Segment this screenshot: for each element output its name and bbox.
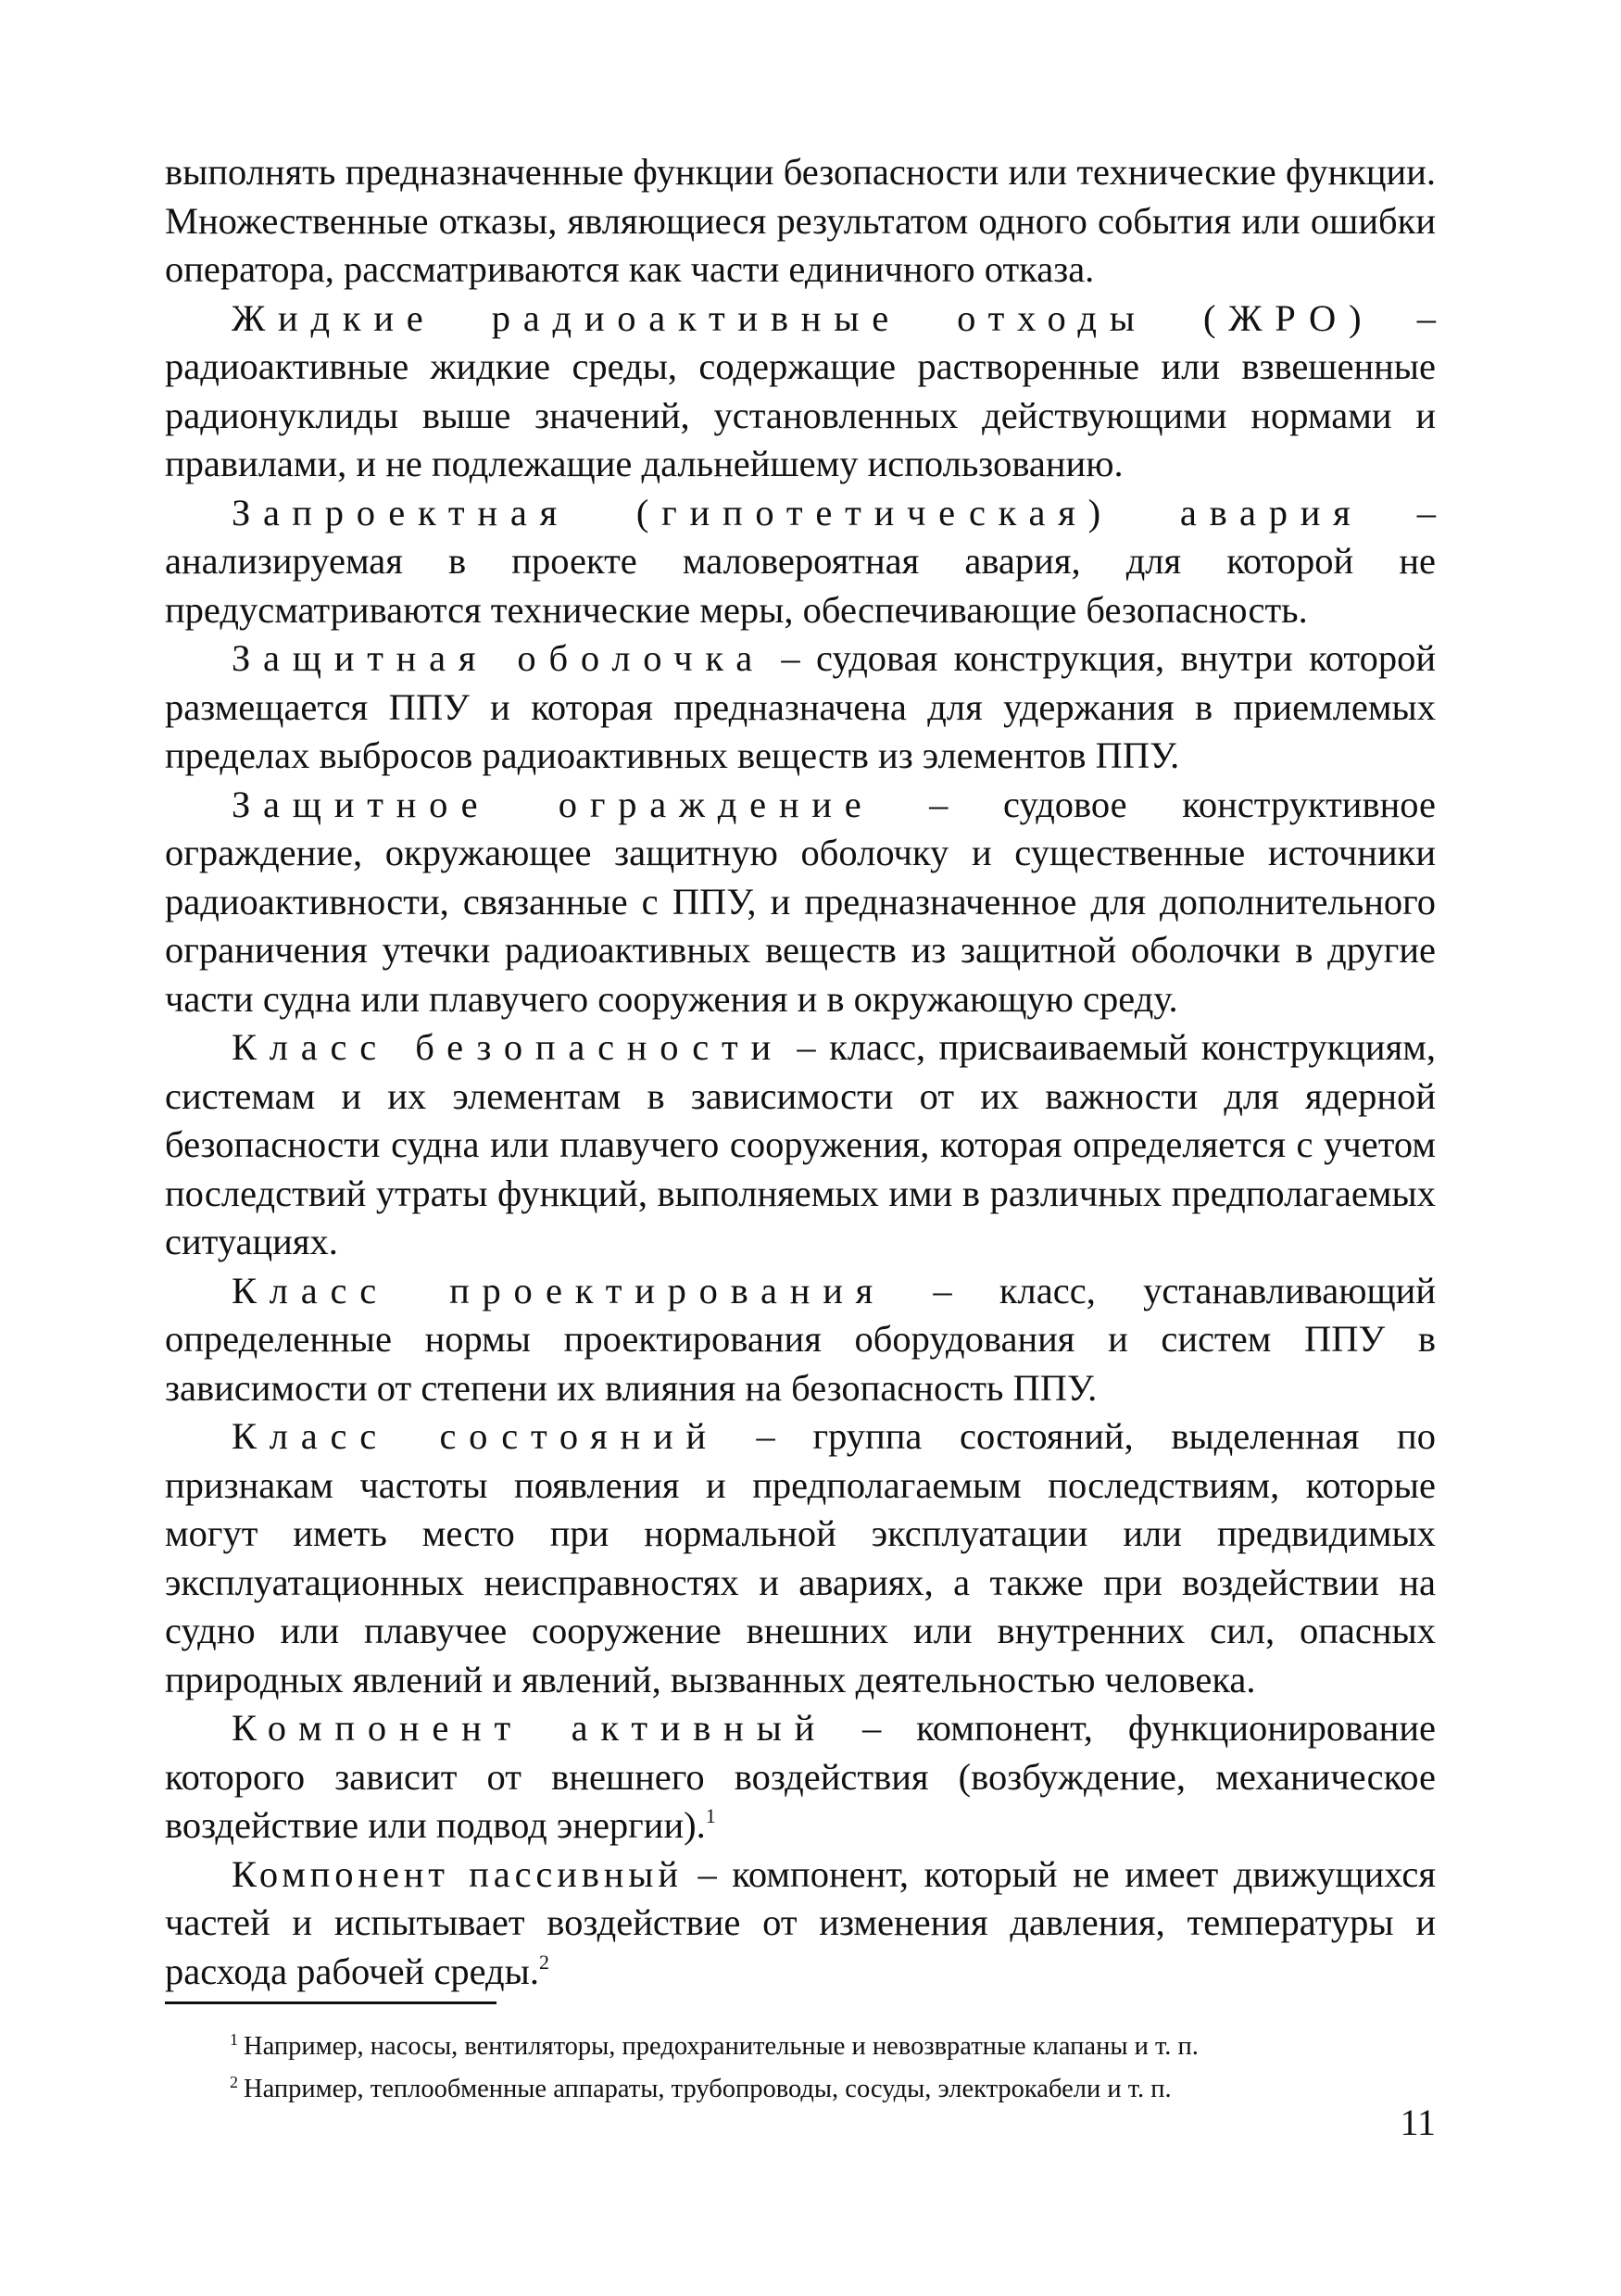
definition-term: Компонент пассивный bbox=[232, 1852, 683, 1895]
definition-text: – компонент, который не имеет движущихся частей и испытывает воздействие от изменения давления, температуры и расхода рабочей среды. bbox=[165, 1852, 1436, 1992]
definition-text: – судовое конструктивное ограждение, окружающее защитную оболочку и существенные источники радиоактивности, связанные с ППУ, и предназначенное для дополнительного ограничения утечки радиоактивных веществ из защитной оболочки в другие части судна или плавучего сооружения и в окружающую среду. bbox=[165, 783, 1436, 1020]
definition-paragraph bbox=[165, 1412, 1436, 1704]
definition-paragraph bbox=[165, 634, 1436, 781]
definition-paragraph bbox=[165, 1851, 1436, 1997]
paragraph-continuation bbox=[165, 148, 1436, 295]
definition-paragraph bbox=[165, 1704, 1436, 1851]
footnote-text: Например, теплообменные аппараты, трубопроводы, сосуды, электрокабели и т. п. bbox=[244, 2075, 1172, 2103]
definition-text: – судовая конструкция, внутри которой размещается ППУ и которая предназначена для удержания в приемлемых пределах выбросов радиоактивных веществ из элементов ППУ. bbox=[165, 637, 1436, 776]
footnotes bbox=[230, 2022, 1434, 2107]
footnote-ref[interactable]: 1 bbox=[705, 1804, 716, 1827]
definition-term: Класс проектирования bbox=[232, 1269, 886, 1311]
definition-term: Защитное ограждение bbox=[232, 783, 874, 825]
definition-term: Запроектная (гипотетическая) авария bbox=[232, 491, 1363, 533]
footnote-number: 2 bbox=[230, 2073, 238, 2091]
footnote-separator bbox=[165, 2001, 496, 2004]
footnote-number: 1 bbox=[230, 2030, 238, 2049]
definition-paragraph bbox=[165, 781, 1436, 1024]
definition-text: – компонент, функционирование которого зависит от внешнего воздействия (возбуждение, механическое воздействие или подвод энергии). bbox=[165, 1707, 1437, 1846]
definition-paragraph bbox=[165, 489, 1436, 635]
paragraph-text: выполнять предназначенные функции безопасности или технические функции. Множественные отказы, являющиеся результатом одного события или ошибки оператора, рассматриваются как части единичного отказа. bbox=[165, 151, 1436, 290]
definition-paragraph bbox=[165, 1023, 1436, 1267]
definition-term: Жидкие радиоактивные отходы (ЖРО) bbox=[232, 296, 1375, 339]
definition-paragraph bbox=[165, 295, 1436, 489]
definition-text: – анализируемая в проекте маловероятная авария, для которой не предусматриваются технические меры, обеспечивающие безопасность. bbox=[165, 491, 1436, 631]
definition-term: Защитная оболочка bbox=[232, 637, 765, 679]
page-number: 11 bbox=[1400, 2102, 1436, 2143]
definition-text: – радиоактивные жидкие среды, содержащие растворенные или взвешенные радионуклиды выше значений, установленных действующими нормами и правилами, и не подлежащие дальнейшему использованию. bbox=[165, 296, 1436, 484]
definition-term: Компонент активный bbox=[232, 1707, 828, 1749]
body-text bbox=[165, 148, 1436, 1996]
definition-term: Класс безопасности bbox=[232, 1026, 784, 1068]
definition-text: – класс, устанавливающий определенные нормы проектирования оборудования и систем ППУ в зависимости от степени их влияния на безопасность ППУ. bbox=[165, 1269, 1436, 1409]
footnote bbox=[230, 2064, 1434, 2107]
definition-term: Класс состояний bbox=[232, 1415, 719, 1457]
definition-text: – группа состояний, выделенная по признакам частоты появления и предполагаемым последствиям, которые могут иметь место при нормальной эксплуатации или предвидимых эксплуатационных неисправностях и авариях, а также при воздействии на судно или плавучее сооружение внешних или внутренних сил, опасных природных явлений и явлений, вызванных деятельностью человека. bbox=[165, 1415, 1436, 1700]
footnote-text: Например, насосы, вентиляторы, предохранительные и невозвратные клапаны и т. п. bbox=[244, 2032, 1199, 2061]
footnote bbox=[230, 2022, 1434, 2064]
footnote-ref[interactable]: 2 bbox=[538, 1950, 549, 1974]
definition-text: – класс, присваиваемый конструкциям, системам и их элементам в зависимости от их важности для ядерной безопасности судна или плавучего сооружения, которая определяется с учетом последствий утраты функций, выполняемых ими в различных предполагаемых ситуациях. bbox=[165, 1026, 1436, 1262]
definition-paragraph bbox=[165, 1267, 1436, 1413]
